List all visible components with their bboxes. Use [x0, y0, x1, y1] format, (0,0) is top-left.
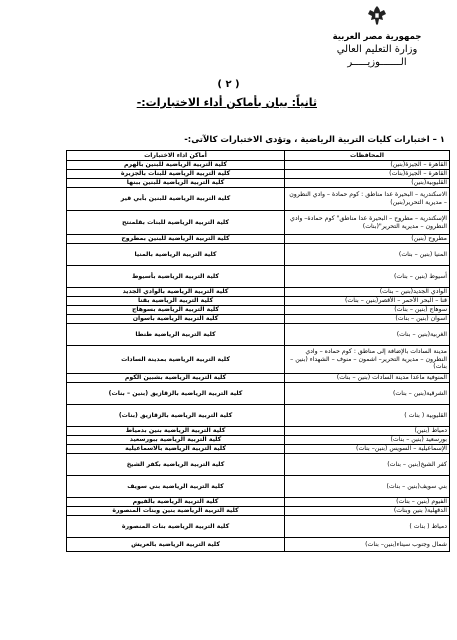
exam-place-cell: كلية التربية الرياضية للبنين بمطروح — [67, 235, 285, 244]
exam-place-cell: كلية التربية الرياضية بسوهاج — [67, 306, 285, 315]
table-row — [67, 405, 450, 427]
governorate-cell: الوادي الجديد(بنين – بنات) — [285, 288, 450, 297]
exam-place-cell: كلية التربية الرياضية بالعريش — [67, 538, 285, 552]
exam-place-cell: كلية التربية الرياضية بقنا — [67, 297, 285, 306]
table-row — [67, 436, 450, 445]
minister-title: الـــــــوزيـــــر — [347, 57, 407, 68]
table-row — [67, 383, 450, 405]
exam-place-cell: كلية التربية الرياضية بالاسماعيلية — [67, 445, 285, 454]
governorate-cell: الغربية(بنين – بنات) — [285, 324, 450, 346]
governorate-cell: دمياط (بنين) — [285, 427, 450, 436]
governorate-cell: سوهاج (بنين – بنات) — [285, 306, 450, 315]
exam-place-cell: كلية التربية الرياضية للبنات بقلمنتح — [67, 211, 285, 235]
country-name: جمهورية مصر العربية — [332, 32, 422, 42]
exam-place-cell: كلية التربية الرياضية بالوادي الجديد — [67, 288, 285, 297]
governorate-cell: الإسماعيلية – السويس (بنين– بنات) — [285, 445, 450, 454]
governorate-cell: الفيوم (بنين – بنات) — [285, 498, 450, 507]
exam-place-cell: كلية التربية الرياضية بمدينة السادات — [67, 346, 285, 374]
exam-place-cell: كلية التربية الرياضية بني سويف — [67, 476, 285, 498]
exam-place-cell: كلية التربية الرياضية بالفيوم — [67, 498, 285, 507]
governorate-cell: الدقهلية( بنين وبنات) — [285, 507, 450, 516]
governorate-cell: كفر الشيخ(بنين – بنات) — [285, 454, 450, 476]
table-row — [67, 235, 450, 244]
place-header: أماكن اداء الاختبارات — [67, 151, 285, 161]
exam-place-cell: كلية التربية الرياضية بشبين الكوم — [67, 374, 285, 383]
governorate-cell: الشرقية(بنين – بنات) — [285, 383, 450, 405]
table-row — [67, 346, 450, 374]
table-row — [67, 315, 450, 324]
table-row — [67, 170, 450, 179]
table-row — [67, 454, 450, 476]
governorate-cell: القليوبية(بنين) — [285, 179, 450, 188]
table-row — [67, 476, 450, 498]
exam-place-cell: كلية التربية الرياضية بالمنيا — [67, 244, 285, 266]
exam-place-cell: كلية التربية الرياضية بأسيوط — [67, 266, 285, 288]
exam-place-cell: كلية التربية الرياضية للبنين بالهرم — [67, 161, 285, 170]
governorate-cell: قنا – البحر الأحمر – الأقصر(بنين – بنات) — [285, 297, 450, 306]
governorate-cell: الاسكندرية – البحيرة عدا مناطق : كوم حمادة – وادي النطرون – مديرية التحرير(بنين) — [285, 188, 450, 211]
exam-place-cell: كلية التربية الرياضية للبنين ببنها — [67, 179, 285, 188]
governorate-cell: القاهرة – الجيزة(بنات) — [285, 170, 450, 179]
table-row — [67, 374, 450, 383]
table-row — [67, 306, 450, 315]
governorate-cell: دمياط ( بنات ) — [285, 516, 450, 538]
governorate-cell: شمال وجنوب سيناء(بنين– بنات) — [285, 538, 450, 552]
governorate-cell: المنيا (بنين – بنات) — [285, 244, 450, 266]
table-row — [67, 288, 450, 297]
table-row — [67, 179, 450, 188]
section-title: ثانياً: بيان بأماكن أداء الاختبارات:- — [136, 96, 317, 109]
table-row — [67, 211, 450, 235]
governorate-cell: الإسكندرية – مطروح – البحيرة عدا مناطق" كوم حمادة– وادي النطرون – مديرية التحرير"(بنات) — [285, 211, 450, 235]
table-row — [67, 516, 450, 538]
table-row — [67, 161, 450, 170]
table-row — [67, 498, 450, 507]
governorate-cell: بورسعيد (بنين – بنات) — [285, 436, 450, 445]
governorate-cell: المنوفية ماعدا مدينة السادات (بنين – بنات) — [285, 374, 450, 383]
governorate-cell: القليوبية ( بنات ) — [285, 405, 450, 427]
page-number: ( ٢ ) — [217, 79, 240, 90]
ministry-name: وزارة التعليم العالي — [336, 44, 418, 55]
table-row — [67, 445, 450, 454]
table-body — [67, 161, 450, 552]
exam-place-cell: كلية التربية الرياضية باسوان — [67, 315, 285, 324]
intro-line: ١ – اختبارات كليات التربية الرياضية ، وتؤدى الاختبارات كالآتى:- — [184, 135, 445, 145]
exam-place-cell: كلية التربية الرياضية بالزقازيق (بنات) — [67, 405, 285, 427]
governorate-cell: اسوان (بنين – بنات) — [285, 315, 450, 324]
table-row — [67, 266, 450, 288]
governorate-cell: مدينة السادات بالإضافة إلى مناطق : كوم حماده – وادي النطرون – مديرية التحرير– اشمون – منوف – الشهداء (بنين – بنات) — [285, 346, 450, 374]
table-row — [67, 324, 450, 346]
table-row — [67, 427, 450, 436]
exam-locations-table — [66, 150, 450, 552]
governorate-cell: أسيوط (بنين – بنات) — [285, 266, 450, 288]
table-row — [67, 244, 450, 266]
exam-place-cell: كلية التربية الرياضية طنطا — [67, 324, 285, 346]
exam-place-cell: كلية التربية الرياضية بنات المنصورة — [67, 516, 285, 538]
table-row — [67, 538, 450, 552]
governorate-cell: مطروح (بنين) — [285, 235, 450, 244]
governorate-cell: بني سويف(بنين – بنات) — [285, 476, 450, 498]
governorate-header: المحافظات — [285, 151, 450, 161]
table-row — [67, 188, 450, 211]
letterhead — [317, 4, 437, 69]
exam-place-cell: كلية التربية الرياضية للبنين بأبي قير — [67, 188, 285, 211]
exam-place-cell: كلية التربية الرياضية بالزقازيق (بنين – بنات) — [67, 383, 285, 405]
eagle-emblem-icon — [367, 4, 387, 26]
table-row — [67, 507, 450, 516]
exam-place-cell: كلية التربية الرياضية ببورسعيد — [67, 436, 285, 445]
table-header-row — [67, 151, 450, 161]
exam-place-cell: كلية التربية الرياضية للبنات بالجزيرة — [67, 170, 285, 179]
exam-place-cell: كلية التربية الرياضية بكفر الشيخ — [67, 454, 285, 476]
exam-place-cell: كلية التربية الرياضية بنين بدمياط — [67, 427, 285, 436]
exam-place-cell: كلية التربية الرياضية بنين وبنات المنصورة — [67, 507, 285, 516]
governorate-cell: القاهرة – الجيزة(بنين) — [285, 161, 450, 170]
table-row — [67, 297, 450, 306]
